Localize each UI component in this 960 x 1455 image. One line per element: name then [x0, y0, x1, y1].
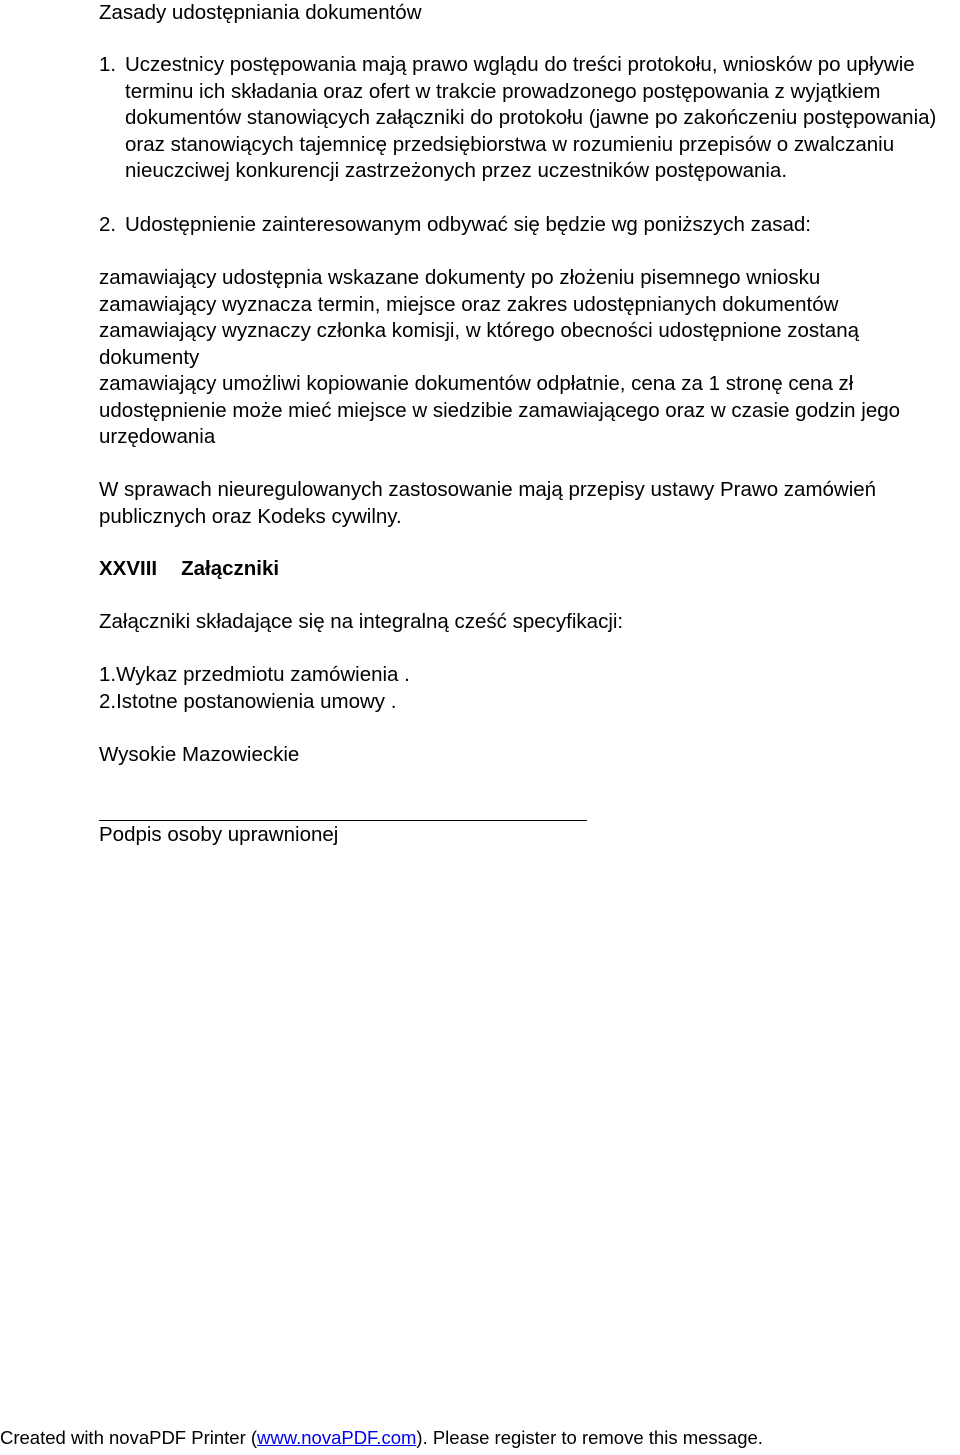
- item-text: Uczestnicy postępowania mają prawo wglądu do treści protokołu, wniosków po upływie terminu ich składania oraz ofert w trakcie prowadzonego postępowania z wyjątkiem dokumentów stanowiących załączniki do protokołu (jawne po zakończeniu postępowania) oraz stanowiących tajemnicę przedsiębiorstwa w rozumieniu przepisów o zwalczaniu nieuczciwej konkurencji zastrzeżonych przez uczestników postępowania.: [125, 53, 937, 182]
- rules-list: [99, 265, 959, 451]
- rule-item: zamawiający udostępnia wskazane dokumenty po złożeniu pisemnego wniosku: [99, 266, 821, 289]
- rule-item: zamawiający umożliwi kopiowanie dokumentów odpłatnie, cena za 1 stronę cena zł: [99, 372, 854, 395]
- section-number: XXVIII: [99, 557, 158, 580]
- footer-link[interactable]: www.novaPDF.com: [257, 1427, 417, 1448]
- attachments-intro: Załączniki składające się na integralną cześć specyfikacji:: [99, 610, 624, 633]
- footer-prefix: Created with novaPDF Printer (: [0, 1427, 258, 1448]
- rule-item: zamawiający wyznacza termin, miejsce oraz zakres udostępnianych dokumentów: [99, 292, 839, 316]
- signature-label: Podpis osoby uprawnionej: [99, 823, 339, 846]
- rule-item: zamawiający wyznaczy członka komisji, w którego obecności udostępnione zostaną dokumenty: [99, 319, 860, 369]
- attachment-item: 1.Wykaz przedmiotu zamówienia .: [99, 663, 410, 686]
- item-text: Udostępnienie zainteresowanym odbywać się będzie wg poniższych zasad:: [125, 213, 811, 236]
- footer-watermark: [0, 1426, 763, 1450]
- section-title: Załączniki: [181, 557, 280, 580]
- attachment-item: 2.Istotne postanowienia umowy .: [99, 689, 397, 713]
- place-name: Wysokie Mazowieckie: [99, 743, 300, 766]
- item-number: 1.: [99, 53, 117, 76]
- rule-item: udostępnienie może mieć miejsce w siedzibie zamawiającego oraz w czasie godzin jego urzędowania: [99, 398, 901, 448]
- document-heading: Zasady udostępniania dokumentów: [99, 1, 422, 24]
- item-number: 2.: [99, 213, 117, 236]
- closing-paragraph: W sprawach nieuregulowanych zastosowanie mają przepisy ustawy Prawo zamówień publicznych oraz Kodeks cywilny.: [99, 478, 877, 528]
- footer-suffix: ). Please register to remove this message.: [416, 1427, 763, 1448]
- section-heading: [99, 556, 279, 583]
- attachments-list: [99, 662, 410, 715]
